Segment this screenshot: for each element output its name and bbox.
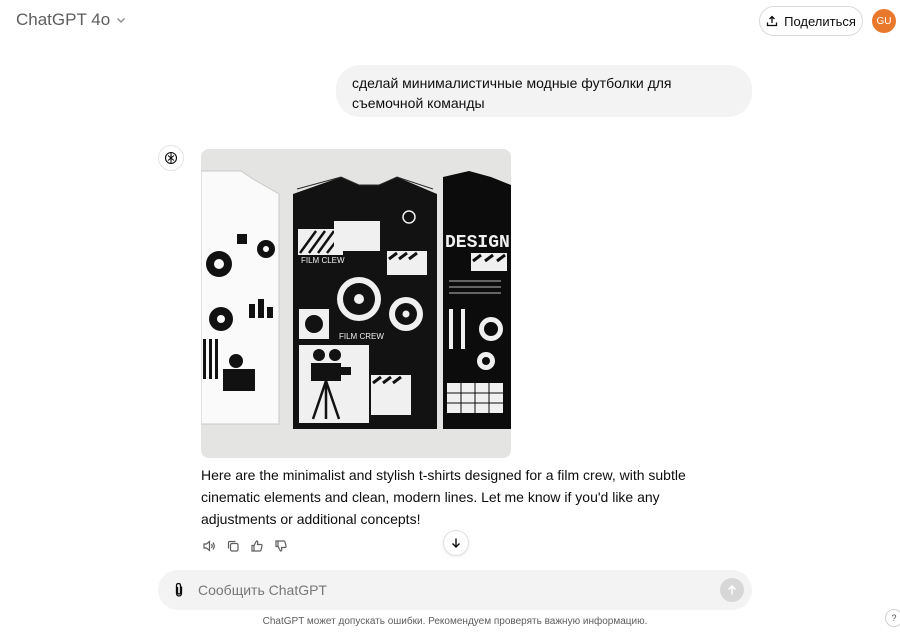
share-label: Поделиться	[784, 13, 856, 29]
chevron-down-icon	[116, 15, 126, 25]
tshirts-illustration	[201, 149, 511, 458]
model-switcher[interactable]	[16, 10, 126, 30]
share-icon	[766, 15, 778, 27]
assistant-message: Here are the minimalist and stylish t-shirts designed for a film crew, with subtle cinematic elements and clean, modern lines. Let me know if you'd like any adjustments or additional concepts!	[201, 467, 686, 527]
scroll-down-button[interactable]	[443, 530, 469, 556]
thumbs-down-icon[interactable]	[273, 538, 289, 554]
message-actions	[201, 538, 289, 554]
svg-text:FILM CREW: FILM CREW	[339, 332, 384, 341]
paperclip-icon[interactable]	[172, 582, 186, 598]
avatar[interactable]: GU	[872, 9, 896, 33]
speaker-icon[interactable]	[201, 538, 217, 554]
message-input[interactable]	[198, 570, 698, 610]
send-button[interactable]	[720, 578, 744, 602]
top-bar	[0, 0, 900, 42]
svg-text:FILM CLEW: FILM CLEW	[301, 256, 345, 265]
thumbs-up-icon[interactable]	[249, 538, 265, 554]
user-message: сделай минималистичные модные футболки для съемочной команды	[336, 65, 752, 117]
composer	[158, 570, 752, 610]
arrow-down-icon	[450, 537, 462, 549]
arrow-up-icon	[726, 584, 738, 596]
model-name: ChatGPT 4o	[16, 10, 111, 29]
generated-image[interactable]	[201, 149, 511, 458]
share-button[interactable]	[759, 6, 863, 36]
copy-icon[interactable]	[225, 538, 241, 554]
chatgpt-logo-icon	[158, 145, 184, 171]
help-button[interactable]: ?	[885, 609, 900, 627]
svg-text:DESIGN: DESIGN	[445, 233, 510, 253]
disclaimer: ChatGPT может допускать ошибки. Рекомендуем проверять важную информацию.	[262, 616, 648, 627]
